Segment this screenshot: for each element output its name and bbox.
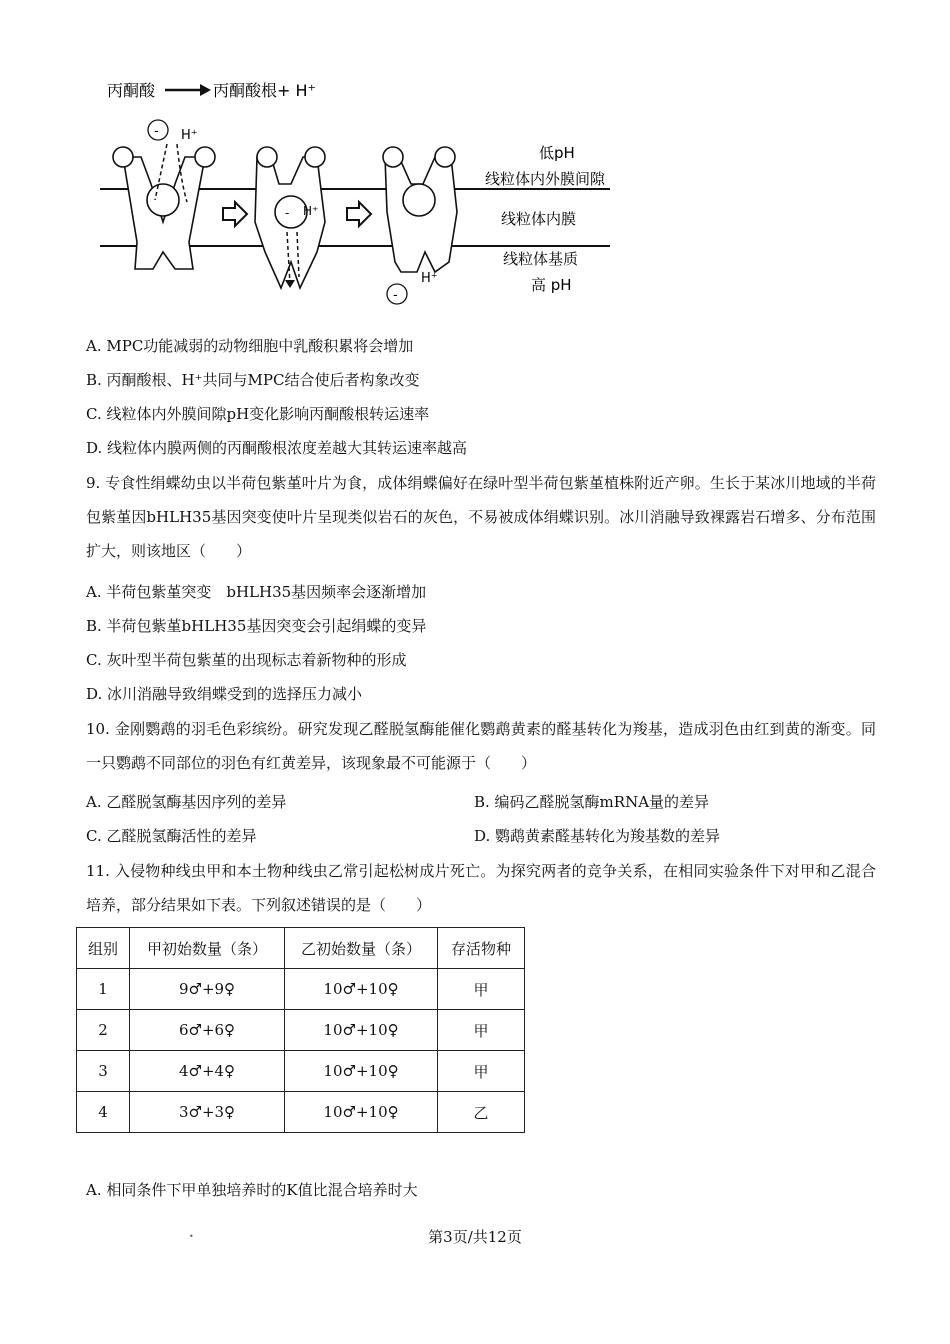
q8-option-b: B. 丙酮酸根、H⁺共同与MPC结合使后者构象改变 xyxy=(86,371,420,389)
q10-option-b: B. 编码乙醛脱氢酶mRNA量的差异 xyxy=(474,793,710,811)
cell-b-count: 10♂+10♀ xyxy=(285,1051,438,1092)
cell-b-count: 10♂+10♀ xyxy=(285,969,438,1010)
header-a-count: 甲初始数量（条） xyxy=(130,928,285,969)
label-low-ph: 低pH xyxy=(539,144,575,162)
table-row xyxy=(77,1092,525,1133)
mpc-protein-state-3 xyxy=(383,147,457,272)
table-row xyxy=(77,1051,525,1092)
label-matrix: 线粒体基质 xyxy=(503,250,579,268)
header-b-count: 乙初始数量（条） xyxy=(285,928,438,969)
svg-text:-: - xyxy=(154,124,159,139)
h-ion-bottom: H⁺ xyxy=(421,271,438,286)
page-footer: 第3页/共12页 xyxy=(428,1228,522,1246)
label-inner-membrane: 线粒体内膜 xyxy=(501,210,577,228)
q9-option-c: C. 灰叶型半荷包紫堇的出现标志着新物种的形成 xyxy=(86,651,407,669)
transition-arrow-1 xyxy=(223,202,247,226)
cell-b-count: 10♂+10♀ xyxy=(285,1010,438,1051)
q10-stem: 10. 金刚鹦鹉的羽毛色彩缤纷。研究发现乙醛脱氢酶能催化鹦鹉黄素的醛基转化为羧基，造成羽色由红到黄的渐变。同一只鹦鹉不同部位的羽色有红黄差异，该现象最不可能源于（ ） xyxy=(86,720,876,772)
reaction-left: 丙酮酸 xyxy=(107,81,156,100)
q8-option-c: C. 线粒体内外膜间隙pH变化影响丙酮酸根转运速率 xyxy=(86,405,430,423)
cell-b-count: 10♂+10♀ xyxy=(285,1092,438,1133)
cell-group: 1 xyxy=(77,969,130,1010)
svg-text:H⁺: H⁺ xyxy=(303,204,319,218)
q11-stem: 11. 入侵物种线虫甲和本土物种线虫乙常引起松树成片死亡。为探究两者的竞争关系，在相同实验条件下对甲和乙混合培养，部分结果如下表。下列叙述错误的是（ ） xyxy=(86,862,876,914)
table-row xyxy=(77,969,525,1010)
cell-survivor: 甲 xyxy=(438,1051,525,1092)
table-row xyxy=(77,1010,525,1051)
cell-group: 2 xyxy=(77,1010,130,1051)
h-ion-top: H⁺ xyxy=(181,128,198,143)
label-high-ph: 高 pH xyxy=(531,276,572,294)
transition-arrow-2 xyxy=(347,202,371,226)
cell-group: 4 xyxy=(77,1092,130,1133)
header-group: 组别 xyxy=(77,928,130,969)
q10-option-d: D. 鹦鹉黄素醛基转化为羧基数的差异 xyxy=(474,827,721,845)
q11-results-table xyxy=(76,927,525,1133)
page-mark: • xyxy=(189,1232,194,1241)
q9-option-b: B. 半荷包紫堇bHLH35基因突变会引起绢蝶的变异 xyxy=(86,617,427,635)
cell-survivor: 甲 xyxy=(438,1010,525,1051)
q11-option-a: A. 相同条件下甲单独培养时的K值比混合培养时大 xyxy=(86,1181,418,1199)
cell-a-count: 4♂+4♀ xyxy=(130,1051,285,1092)
mpc-protein-state-1 xyxy=(113,147,215,269)
cell-a-count: 9♂+9♀ xyxy=(130,969,285,1010)
table-header-row xyxy=(77,928,525,969)
q9-option-a: A. 半荷包紫堇突变 bHLH35基因频率会逐渐增加 xyxy=(86,583,427,601)
label-intermembrane-space: 线粒体内外膜间隙 xyxy=(485,170,606,188)
cell-a-count: 3♂+3♀ xyxy=(130,1092,285,1133)
svg-text:-: - xyxy=(285,206,290,220)
q9-stem: 9. 专食性绢蝶幼虫以半荷包紫堇叶片为食，成体绢蝶偏好在绿叶型半荷包紫堇植株附近产卵。生长于某冰川地域的半荷包紫堇因bHLH35基因突变使叶片呈现类似岩石的灰色，不易被成体绢蝶识别。冰川消融导致裸露岩石增多、分布范围扩大，则该地区（ ） xyxy=(86,474,876,560)
svg-text:-: - xyxy=(393,288,398,303)
cell-survivor: 乙 xyxy=(438,1092,525,1133)
header-surviving-species: 存活物种 xyxy=(438,928,525,969)
q10-option-c: C. 乙醛脱氢酶活性的差异 xyxy=(86,827,257,845)
q8-option-d: D. 线粒体内膜两侧的丙酮酸根浓度差越大其转运速率越高 xyxy=(86,439,468,457)
cell-a-count: 6♂+6♀ xyxy=(130,1010,285,1051)
reaction-right: 丙酮酸根+ H⁺ xyxy=(213,81,316,100)
cell-group: 3 xyxy=(77,1051,130,1092)
mpc-transport-diagram xyxy=(95,72,655,312)
q9-option-d: D. 冰川消融导致绢蝶受到的选择压力减小 xyxy=(86,685,363,703)
q8-option-a: A. MPC功能减弱的动物细胞中乳酸积累将会增加 xyxy=(86,337,414,355)
cell-survivor: 甲 xyxy=(438,969,525,1010)
q10-option-a: A. 乙醛脱氢酶基因序列的差异 xyxy=(86,793,287,811)
